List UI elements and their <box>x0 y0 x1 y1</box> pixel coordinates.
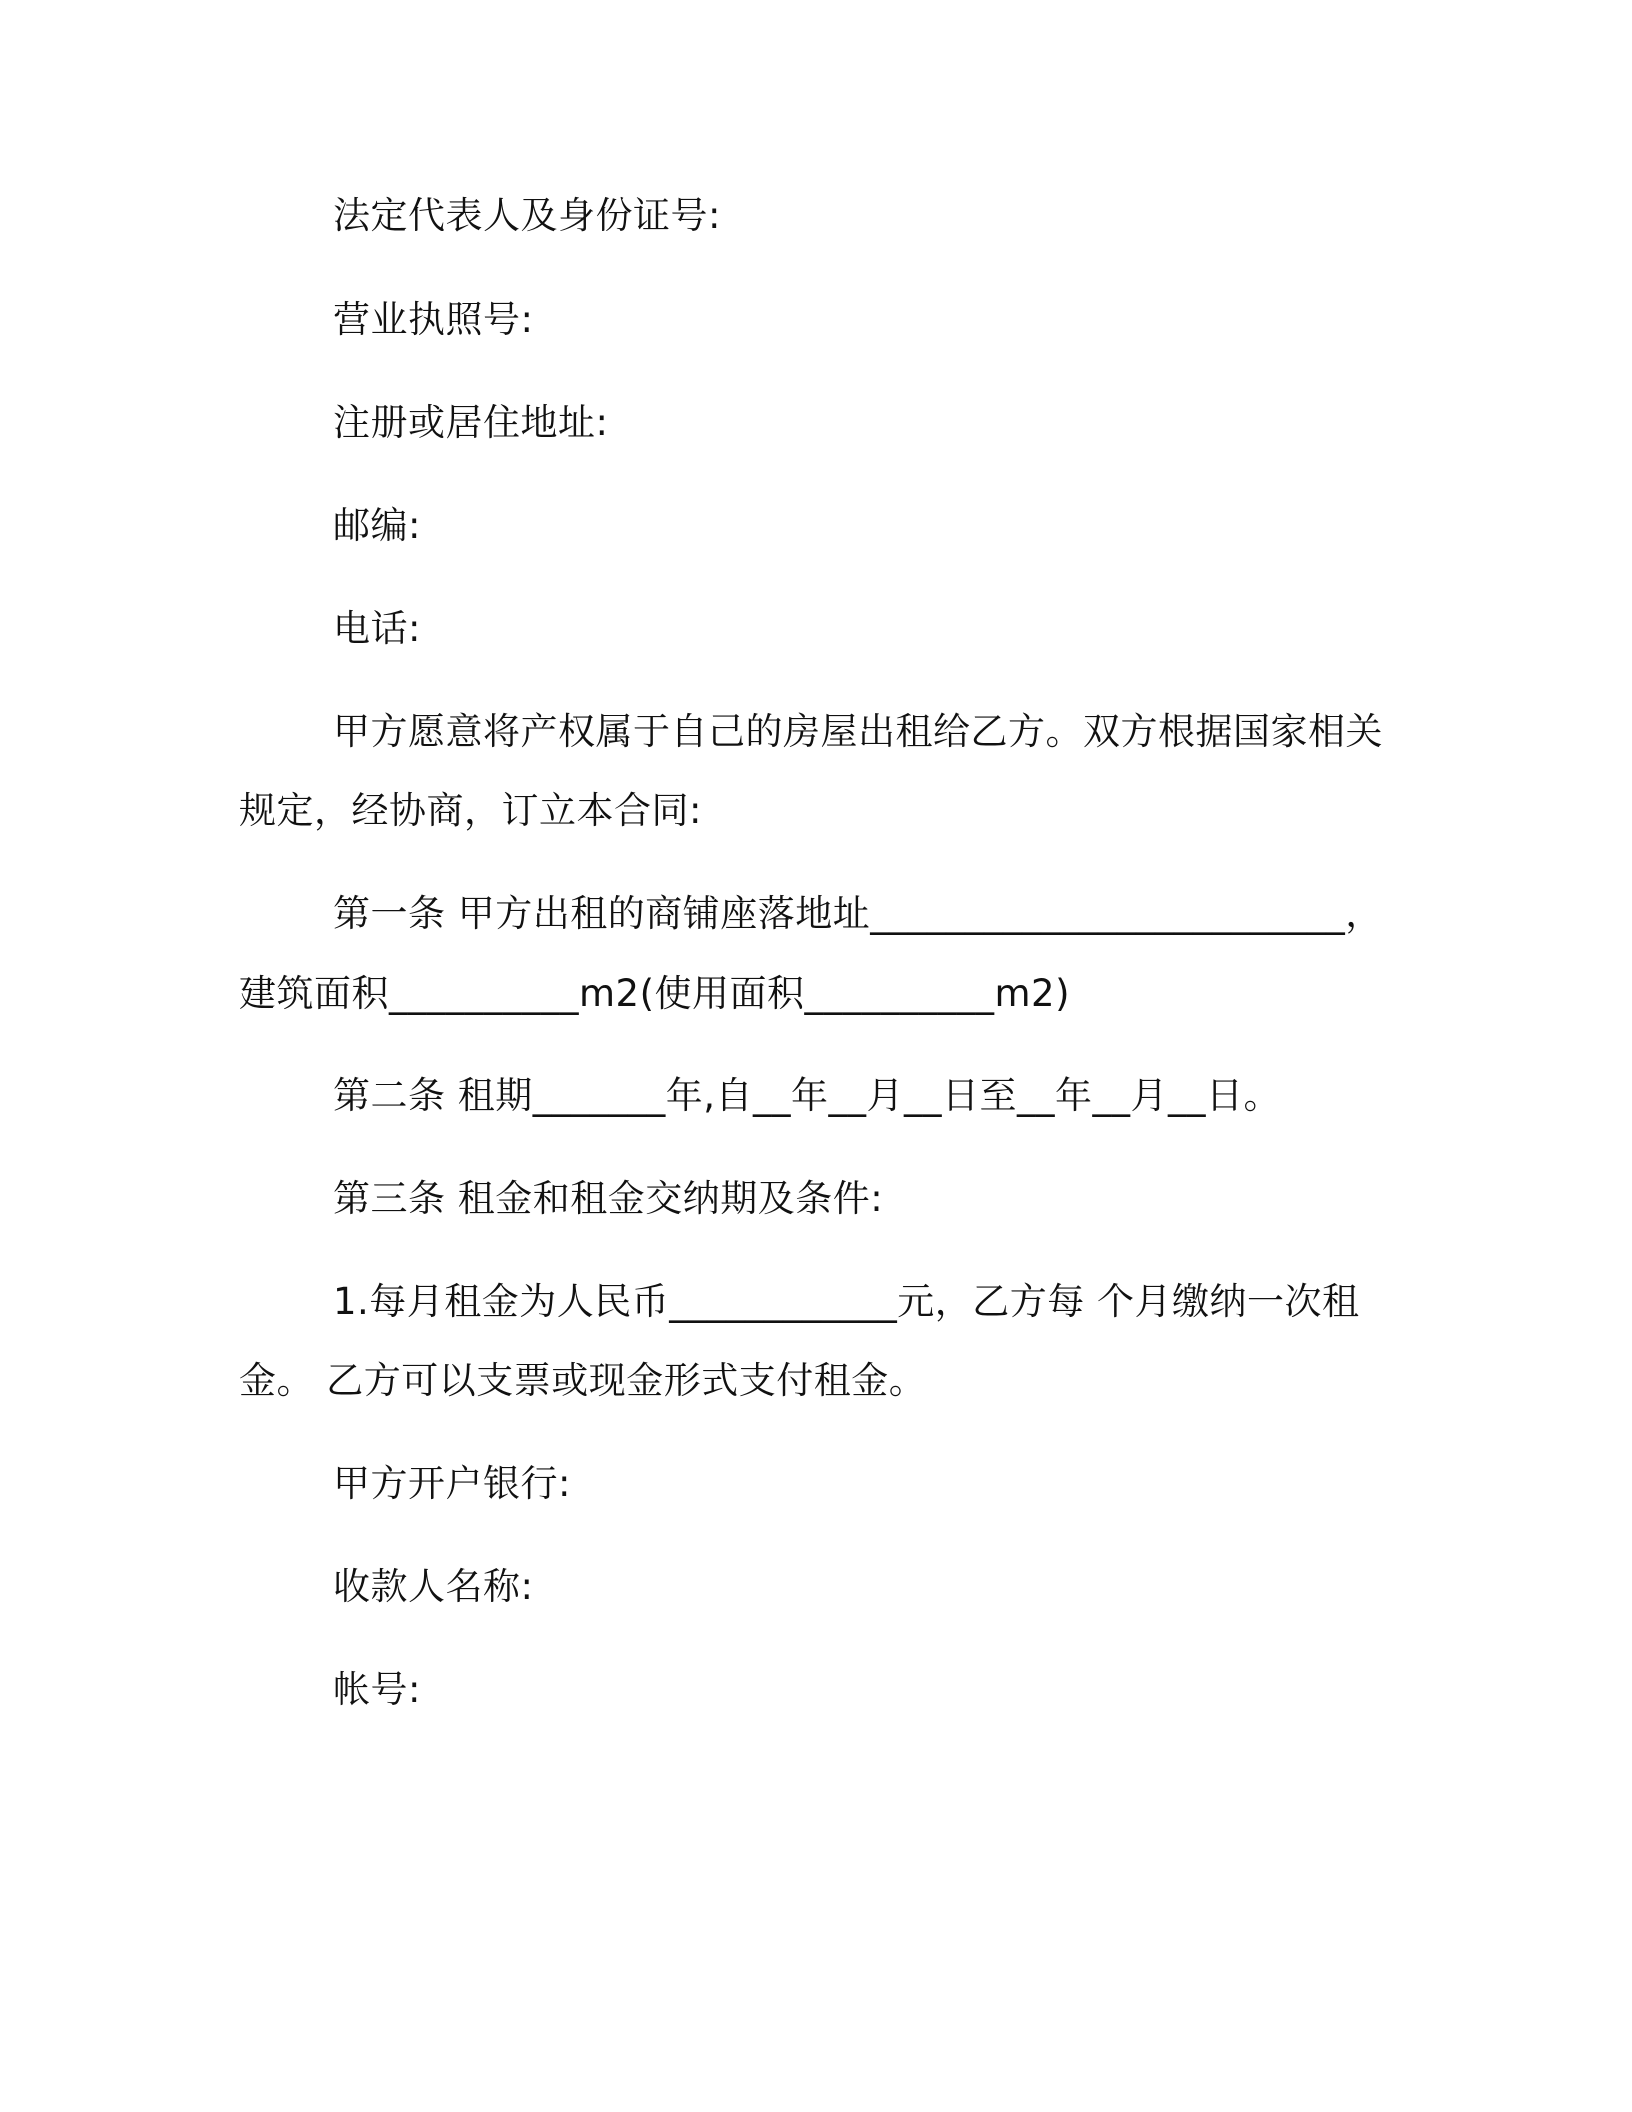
article-1-line-1: 第一条 甲方出租的商铺座落地址_________________________， <box>333 892 1383 935</box>
postcode-line: 邮编: <box>333 504 421 547</box>
phone-line: 电话: <box>333 607 421 650</box>
intro-paragraph-line-2: 规定，经协商，订立本合同: <box>239 789 702 832</box>
address-line: 注册或居住地址: <box>333 401 609 444</box>
bank-line: 甲方开户银行: <box>333 1462 571 1505</box>
payee-name-line: 收款人名称: <box>333 1565 534 1608</box>
rent-clause-line-2: 金。 乙方可以支票或现金形式支付租金。 <box>239 1359 927 1402</box>
rent-clause-line-1: 1.每月租金为人民币____________元，乙方每 个月缴纳一次租 <box>333 1280 1360 1323</box>
article-3-heading: 第三条 租金和租金交纳期及条件: <box>333 1177 884 1220</box>
business-license-line: 营业执照号: <box>333 298 534 341</box>
article-2-line: 第二条 租期_______年,自__年__月__日至__年__月__日。 <box>333 1074 1282 1117</box>
article-1-line-2: 建筑面积__________m2(使用面积__________m2) <box>239 972 1071 1015</box>
account-number-line: 帐号: <box>333 1668 421 1711</box>
intro-paragraph-line-1: 甲方愿意将产权属于自己的房屋出租给乙方。双方根据国家相关 <box>333 710 1383 753</box>
legal-representative-line: 法定代表人及身份证号: <box>333 194 721 237</box>
